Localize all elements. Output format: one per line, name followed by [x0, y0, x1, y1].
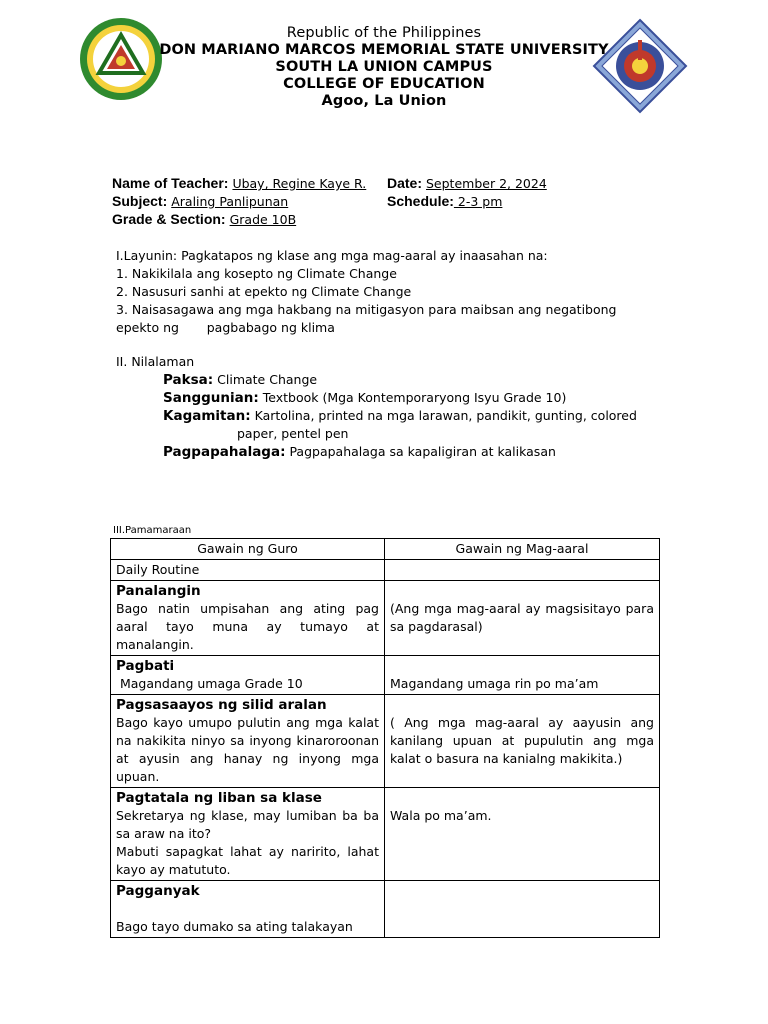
header-republic: Republic of the Philippines [286, 25, 482, 41]
date-label: Date: [387, 175, 423, 191]
subject-label: Subject: [112, 193, 168, 209]
content-heading: II. Nilalaman [116, 354, 195, 369]
col-student-header: Gawain ng Mag-aaral [385, 539, 660, 560]
schedule-row [387, 193, 502, 209]
objective-1: 1. Nakikilala ang kosepto ng Climate Change [116, 266, 397, 281]
header-college: COLLEGE OF EDUCATION [283, 76, 485, 92]
panalangin-teacher-text: Bago natin umpisahan ang ating pag aaral tayo muna ay tumayo at manalangin. [116, 601, 379, 652]
teacher-row [112, 175, 366, 191]
pagbati-teacher-text: Magandang umaga Grade 10 [116, 676, 303, 691]
objective-3b: epekto ng pagbabago ng klima [116, 320, 335, 335]
liban-title: Pagtatala ng liban sa klase [116, 790, 322, 806]
silid-title: Pagsasaayos ng silid aralan [116, 697, 327, 713]
kagamitan-value-cont: paper, pentel pen [237, 426, 349, 441]
pagpapahalaga-value: Pagpapahalaga sa kapaligiran at kalikasan [285, 444, 556, 459]
grade-label: Grade & Section: [112, 211, 226, 227]
sanggunian-row [163, 389, 566, 407]
table-row [111, 656, 660, 695]
empty-cell [385, 560, 660, 581]
panalangin-teacher-cell [111, 581, 385, 656]
objective-3a: 3. Naisasagawa ang mga hakbang na mitigasyon para maibsan ang negatibong [116, 302, 617, 317]
col-teacher-header: Gawain ng Guro [111, 539, 385, 560]
objective-2: 2. Nasusuri sanhi at epekto ng Climate Change [116, 284, 412, 299]
grade-value: Grade 10B [229, 212, 297, 227]
table-row [111, 788, 660, 881]
schedule-label: Schedule: [387, 193, 454, 209]
header-campus: SOUTH LA UNION CAMPUS [275, 59, 493, 75]
table-row [111, 560, 660, 581]
kagamitan-label: Kagamitan: [163, 408, 251, 424]
liban-teacher-cell [111, 788, 385, 881]
pagbati-teacher-cell [111, 656, 385, 695]
liban-teacher-text-1: Sekretarya ng klase, may lumiban ba ba sa araw na ito? [116, 808, 379, 841]
pagpapahalaga-label: Pagpapahalaga: [163, 444, 286, 460]
liban-teacher-text-2: Mabuti sapagkat lahat ay naririto, lahat kayo ay matututo. [116, 844, 379, 877]
pagganyak-title: Pagganyak [116, 883, 200, 899]
daily-routine-cell: Daily Routine [111, 560, 385, 581]
procedure-heading: III.Pamamaraan [113, 525, 192, 536]
table-header-row [111, 539, 660, 560]
pagpapahalaga-row [163, 443, 556, 461]
date-row [387, 175, 547, 191]
subject-row [112, 193, 288, 209]
table-row [111, 581, 660, 656]
silid-teacher-cell [111, 695, 385, 788]
objectives-intro: I.Layunin: Pagkatapos ng klase ang mga mag-aaral ay inaasahan na: [116, 248, 548, 263]
sanggunian-label: Sanggunian: [163, 390, 259, 406]
pagbati-title: Pagbati [116, 658, 175, 674]
silid-teacher-text: Bago kayo umupo pulutin ang mga kalat na nakikita ninyo sa inyong kinaroroonan at ayusin ang hanay ng inyong mga upuan. [116, 715, 379, 784]
header-location: Agoo, La Union [321, 93, 447, 109]
paksa-value: Climate Change [213, 372, 318, 387]
pagganyak-teacher-text: Bago tayo dumako sa ating talakayan [116, 919, 353, 934]
pagganyak-teacher-cell [111, 881, 385, 938]
date-value: September 2, 2024 [426, 176, 547, 191]
kagamitan-value: Kartolina, printed na mga larawan, pandikit, gunting, colored [250, 408, 637, 423]
paksa-label: Paksa: [163, 372, 214, 388]
document-header [0, 25, 768, 110]
table-row [111, 881, 660, 938]
empty-cell [385, 881, 660, 938]
pagbati-student-cell: Magandang umaga rin po ma’am [385, 656, 660, 695]
kagamitan-row [163, 407, 637, 425]
panalangin-title: Panalangin [116, 583, 201, 599]
objectives-section [116, 247, 656, 337]
schedule-value: 2-3 pm [453, 194, 503, 209]
teacher-label: Name of Teacher: [112, 175, 229, 191]
panalangin-student-cell: (Ang mga mag-aaral ay magsisitayo para sa pagdarasal) [385, 581, 660, 656]
silid-student-cell: ( Ang mga mag-aaral ay aayusin ang kanilang upuan at pupulutin ang mga kalat o basura na kanialng makikita.) [385, 695, 660, 788]
procedure-table [110, 538, 660, 938]
table-row [111, 695, 660, 788]
teacher-value: Ubay, Regine Kaye R. [232, 176, 367, 191]
paksa-row [163, 371, 317, 389]
header-university: DON MARIANO MARCOS MEMORIAL STATE UNIVERSITY [159, 42, 609, 58]
grade-row [112, 211, 296, 227]
liban-student-cell: Wala po ma’am. [385, 788, 660, 881]
sanggunian-value: Textbook (Mga Kontemporaryong Isyu Grade 10) [258, 390, 567, 405]
subject-value: Araling Panlipunan [171, 194, 289, 209]
